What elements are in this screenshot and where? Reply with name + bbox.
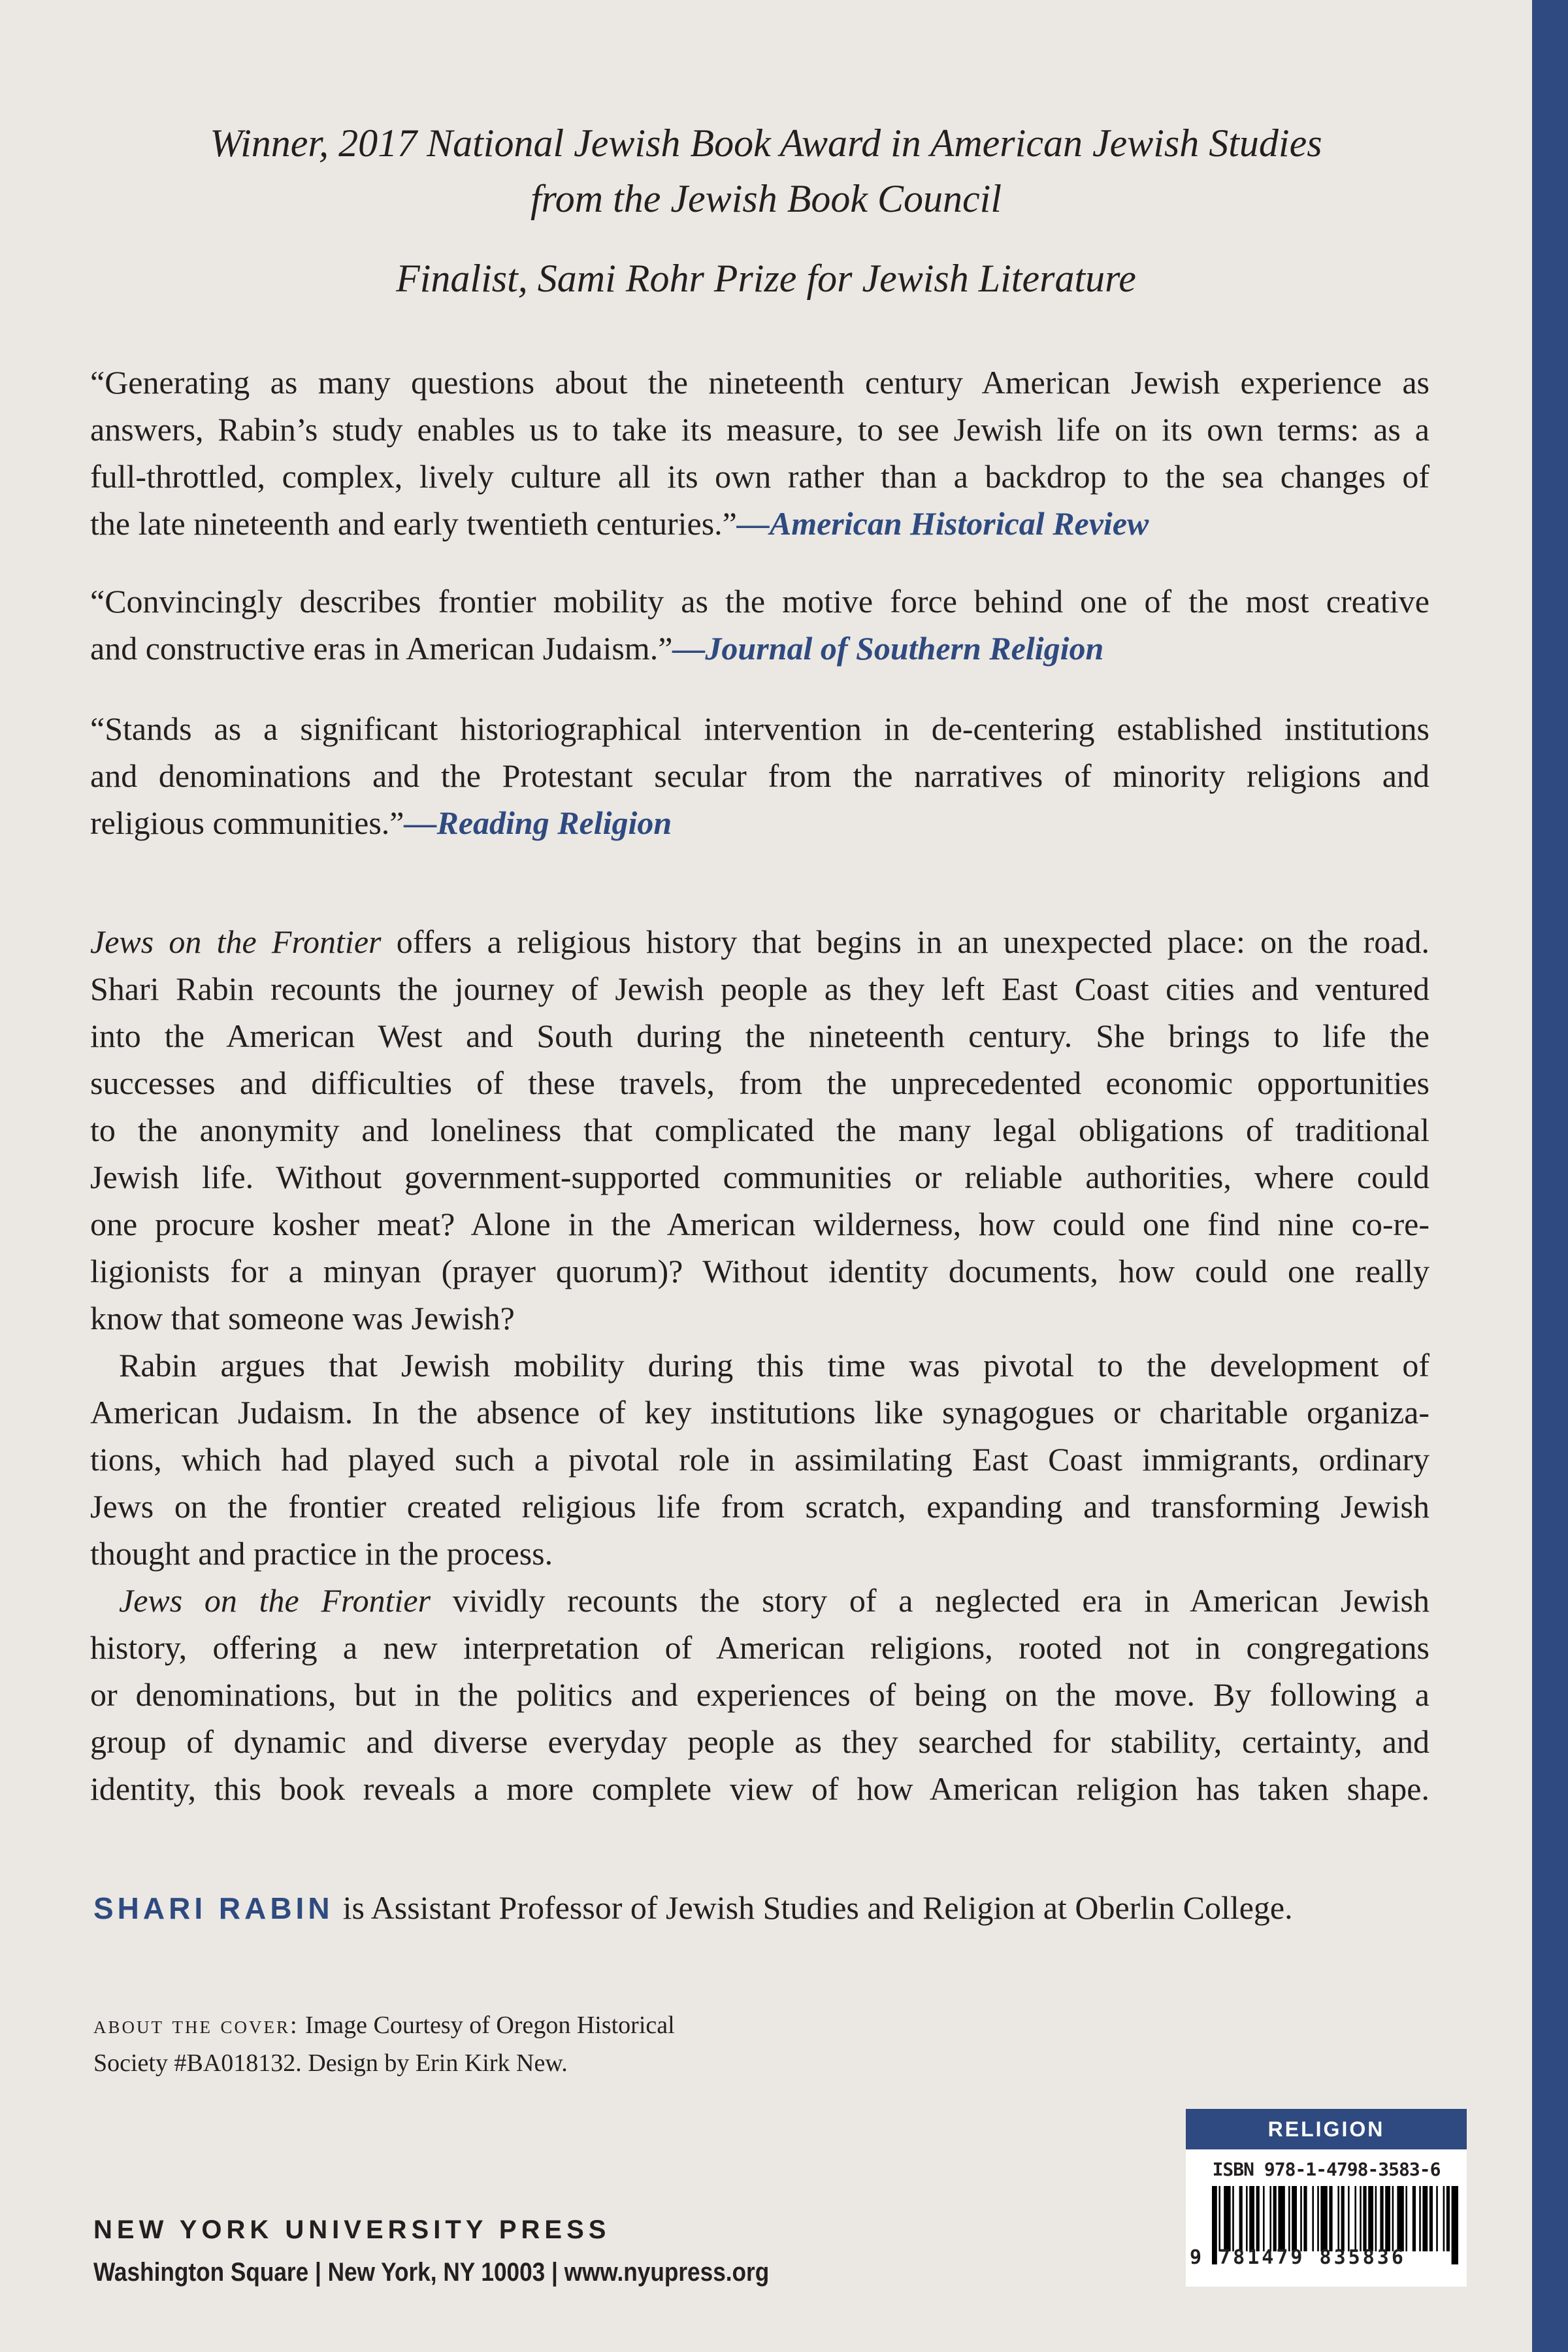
quote-line [90, 705, 1429, 752]
barcode-bar [1354, 2186, 1356, 2251]
barcode-bar [1232, 2186, 1234, 2251]
quote-source: —Reading Religion [404, 804, 672, 841]
description-line [90, 1153, 1429, 1201]
description-text: Jews on the frontier created religious life from scratch, expanding and transforming Jewish [90, 1488, 1429, 1525]
quote-line [90, 500, 1429, 547]
barcode-bar [1341, 2186, 1345, 2251]
barcode-bar [1320, 2186, 1327, 2251]
description-text: ligionists for a minyan (prayer quorum)? Without identity documents, how could one really [90, 1253, 1429, 1289]
barcode-bar [1429, 2186, 1433, 2251]
quote-line [90, 406, 1429, 453]
barcode-digits: 9 781479 835836 [1190, 2246, 1406, 2269]
book-description [90, 918, 1429, 1812]
barcode-bar [1422, 2186, 1428, 2251]
about-cover-text: Society #BA018132. Design by Erin Kirk New. [93, 2049, 568, 2077]
barcode-bar [1380, 2186, 1383, 2251]
barcode-bar [1368, 2186, 1373, 2251]
description-line [90, 1624, 1429, 1671]
barcode-bar [1288, 2186, 1290, 2251]
award-line-1: Winner, 2017 National Jewish Book Award in American Jewish Studies [210, 122, 1322, 165]
barcode-bar [1348, 2186, 1350, 2251]
barcode-bar [1360, 2186, 1362, 2251]
barcode-bar [1278, 2186, 1284, 2251]
barcode-bar [1397, 2186, 1403, 2251]
barcode-bar [1413, 2186, 1416, 2251]
description-text: one procure kosher meat? Alone in the American wilderness, how could one find nine co-re- [90, 1206, 1429, 1242]
about-cover-text: Image Courtesy of Oregon Historical [299, 2012, 675, 2039]
about-cover-label: about the cover: [93, 2012, 299, 2039]
barcode-bar [1224, 2186, 1230, 2251]
description-text: group of dynamic and diverse everyday people as they searched for stability, certainty, and [90, 1723, 1429, 1760]
quote-text: “Convincingly describes frontier mobility as the motive force behind one of the most creative [90, 583, 1429, 620]
description-text: Shari Rabin recounts the journey of Jewish people as they left East Coast cities and ventured [90, 970, 1429, 1007]
description-text: offers a religious history that begins in an unexpected place: on the road. [381, 923, 1429, 960]
quote-source: —Journal of Southern Religion [672, 630, 1104, 667]
barcode-bar [1312, 2186, 1314, 2251]
quote-text: answers, Rabin’s study enables us to take its measure, to see Jewish life on its own terms: as a [90, 411, 1429, 448]
quote-line [90, 453, 1429, 500]
quote-text: and denominations and the Protestant secular from the narratives of minority religions and [90, 757, 1429, 794]
award-line-2: from the Jewish Book Council [531, 177, 1002, 220]
description-text: or denominations, but in the politics and experiences of being on the move. By following a [90, 1676, 1429, 1713]
description-line [90, 1530, 1429, 1577]
barcode-bar [1269, 2186, 1271, 2251]
barcode-bar [1300, 2186, 1302, 2251]
barcode-bar [1249, 2186, 1254, 2251]
barcode-bar [1452, 2186, 1458, 2264]
barcode-bar [1218, 2186, 1220, 2251]
description-line [90, 1106, 1429, 1153]
isbn-barcode [1186, 2109, 1467, 2287]
barcode-bar [1329, 2186, 1332, 2251]
description-line [90, 1059, 1429, 1106]
barcode-bar [1273, 2186, 1277, 2251]
description-text: into the American West and South during the nineteenth century. She brings to life the [90, 1018, 1429, 1054]
quote-line [90, 799, 1429, 846]
review-quote [90, 578, 1429, 672]
barcode-bar [1446, 2186, 1450, 2251]
description-text: to the anonymity and loneliness that complicated the many legal obligations of traditional [90, 1112, 1429, 1148]
description-text: Rabin argues that Jewish mobility during this time was pivotal to the development of [119, 1347, 1429, 1383]
quote-line [90, 625, 1429, 672]
description-line [90, 965, 1429, 1012]
author-name: SHARI RABIN [93, 1891, 334, 1925]
barcode-bar [1392, 2186, 1394, 2251]
category-label: RELIGION [1186, 2109, 1467, 2149]
description-line [90, 1718, 1429, 1765]
barcode-bar [1263, 2186, 1265, 2251]
barcode-bar [1436, 2186, 1438, 2251]
description-line [90, 1483, 1429, 1530]
description-text: successes and difficulties of these travels, from the unprecedented economic opportunities [90, 1065, 1429, 1101]
description-text: American Judaism. In the absence of key institutions like synagogues or charitable organiza- [90, 1394, 1429, 1431]
review-quote [90, 705, 1429, 846]
description-line [90, 1295, 1429, 1342]
quote-text: full-throttled, complex, lively culture all its own rather than a backdrop to the sea changes of [90, 458, 1429, 495]
about-the-cover [93, 2006, 675, 2082]
description-text: tions, which had played such a pivotal role in assimilating East Coast immigrants, ordinary [90, 1441, 1429, 1478]
description-line [90, 1671, 1429, 1718]
description-line [90, 1012, 1429, 1059]
barcode-bar [1405, 2186, 1407, 2251]
barcode-bar [1375, 2186, 1377, 2251]
barcode-bar [1443, 2186, 1445, 2251]
barcode-bar [1337, 2186, 1339, 2251]
quote-text: “Generating as many questions about the nineteenth century American Jewish experience as [90, 364, 1429, 401]
barcode-bar [1239, 2186, 1243, 2251]
description-text: vividly recounts the story of a neglected era in American Jewish [431, 1582, 1429, 1619]
author-bio [93, 1889, 1293, 1927]
description-text: know that someone was Jewish? [90, 1300, 515, 1336]
barcode-bar [1246, 2186, 1248, 2251]
description-text: history, offering a new interpretation of American religions, rooted not in congregations [90, 1629, 1429, 1666]
publisher-name: NEW YORK UNIVERSITY PRESS [93, 2215, 611, 2244]
quote-line [90, 752, 1429, 799]
description-line [90, 1436, 1429, 1483]
quote-text: and constructive eras in American Judaism.” [90, 630, 673, 667]
quote-line [90, 359, 1429, 406]
quote-text: religious communities.” [90, 804, 404, 841]
review-quote [90, 359, 1429, 547]
description-line [90, 1389, 1429, 1436]
quote-source: —American Historical Review [736, 505, 1149, 542]
award-line-3: Finalist, Sami Rohr Prize for Jewish Literature [396, 257, 1136, 300]
description-line [90, 918, 1429, 965]
book-title: Jews on the Frontier [90, 923, 382, 960]
spine-band [1532, 0, 1568, 2352]
barcode-bar [1256, 2186, 1260, 2251]
author-bio-text: is Assistant Professor of Jewish Studies and Religion at Oberlin College. [342, 1889, 1293, 1926]
barcode-bar [1317, 2186, 1319, 2251]
isbn-text: ISBN 978-1-4798-3583-6 [1212, 2159, 1441, 2180]
barcode-bar [1303, 2186, 1307, 2251]
quote-text: “Stands as a significant historiographical intervention in de-centering established institutions [90, 710, 1429, 747]
description-line [90, 1342, 1429, 1389]
publisher-address: Washington Square | New York, NY 10003 | www.nyupress.org [93, 2258, 770, 2287]
quote-line [90, 578, 1429, 625]
barcode-bar [1363, 2186, 1366, 2251]
description-line [90, 1577, 1429, 1624]
description-line [90, 1201, 1429, 1248]
barcode-bar [1419, 2186, 1421, 2251]
description-line [90, 1248, 1429, 1295]
description-text: Jewish life. Without government-supported communities or reliable authorities, where could [90, 1159, 1429, 1195]
description-text: thought and practice in the process. [90, 1535, 553, 1572]
quote-text: the late nineteenth and early twentieth centuries.” [90, 505, 737, 542]
barcode-bar [1292, 2186, 1297, 2251]
description-line [90, 1765, 1429, 1812]
book-title: Jews on the Frontier [119, 1582, 431, 1619]
barcode-bar [1385, 2186, 1390, 2251]
description-text: identity, this book reveals a more complete view of how American religion has taken shape. [90, 1770, 1429, 1807]
